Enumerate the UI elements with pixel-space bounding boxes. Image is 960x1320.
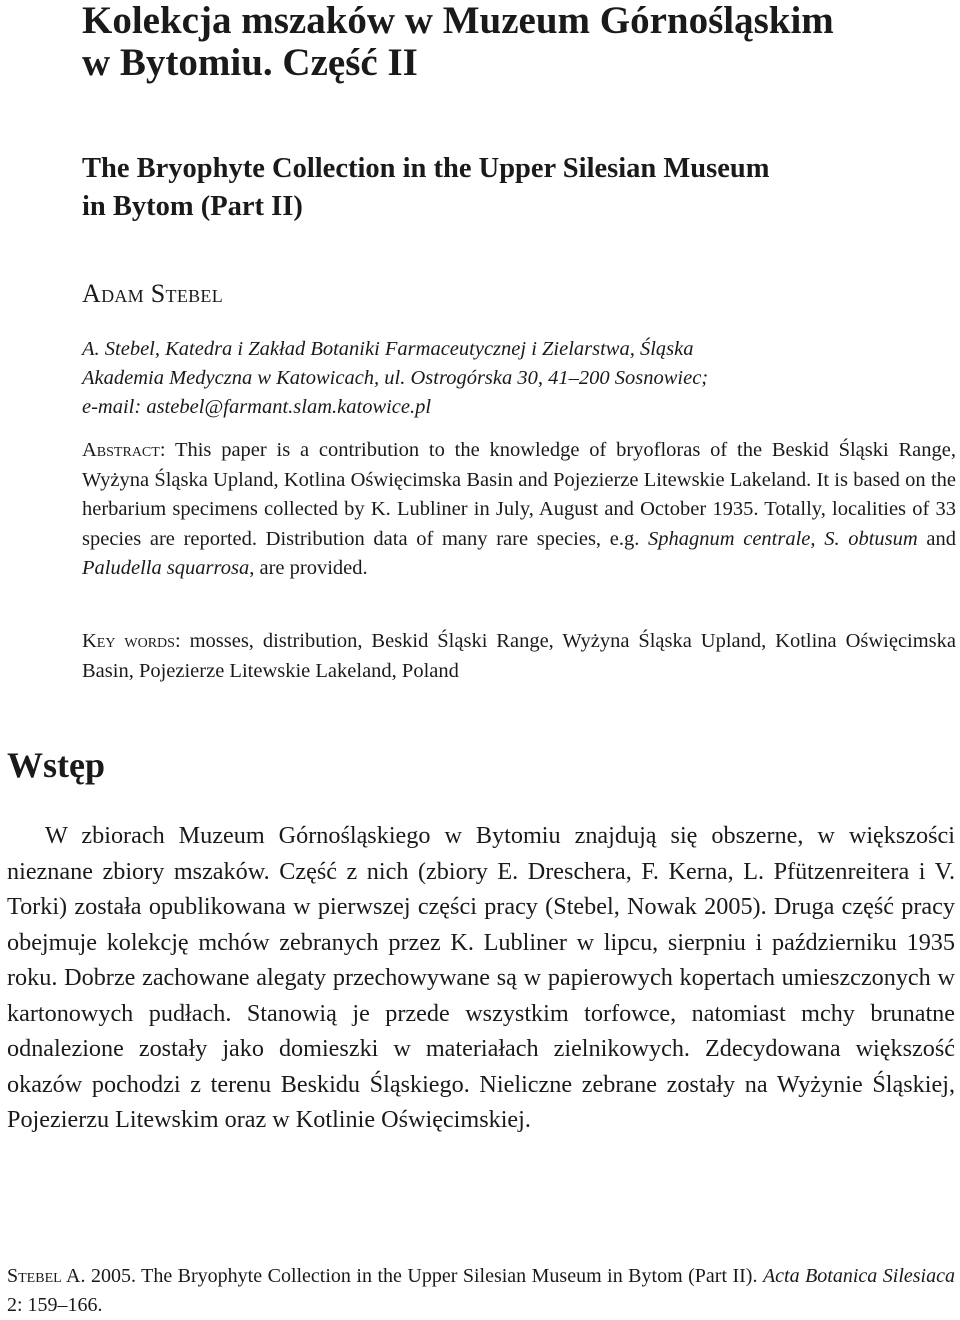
affiliation-email: e-mail: astebel@farmant.slam.katowice.pl: [82, 396, 432, 418]
citation-journal: Acta Botanica Silesiaca: [762, 1265, 955, 1287]
citation-author: Stebel: [7, 1265, 62, 1287]
author-affiliation: [82, 335, 952, 422]
title-english: [82, 150, 952, 226]
keywords-colon: :: [174, 630, 190, 652]
title-polish-line2: w Bytomiu. Część II: [82, 41, 418, 84]
abstract-colon: :: [159, 439, 175, 461]
affiliation-line1: A. Stebel, Katedra i Zakład Botaniki Farmaceutycznej i Zielarstwa, Śląska: [82, 338, 694, 360]
title-english-line1: The Bryophyte Collection in the Upper Silesian Museum: [82, 153, 770, 184]
title-polish: [82, 0, 942, 84]
abstract-text-part3: , are provided.: [249, 557, 368, 579]
affiliation-line2: Akademia Medyczna w Katowicach, ul. Ostrogórska 30, 41–200 Sosnowiec;: [82, 367, 709, 389]
abstract-species-sphagnum: Sphagnum centrale, S. obtusum: [648, 527, 918, 550]
abstract-label: Abstract: [82, 439, 160, 461]
citation: [7, 1262, 955, 1320]
introduction-paragraph: W zbiorach Muzeum Górnośląskiego w Bytomiu znajdują się obszerne, w większości nieznane zbiory mszaków. Część z nich (zbiory E. Dreschera, F. Kerna, L. Pfützenreitera i V. Torki) została opublikowana w pierwszej części pracy (Stebel, Nowak 2005). Druga część pracy obejmuje kolekcję mchów zebranych przez K. Lubliner w lipcu, sierpniu i październiku 1935 roku. Dobrze zachowane alegaty przechowywane są w papierowych kopertach umieszczonych w kartonowych pudłach. Stanowią je przede wszystkim torfowce, natomiast mchy brunatne odnalezione zostały jako domieszki w materiałach zielnikowych. Zdecydowana większość okazów pochodzi z terenu Beskidu Śląskiego. Nieliczne zebrane zostały na Wyżynie Śląskiej, Pojezierzu Litewskim oraz w Kotlinie Oświęcimskiej.: [7, 822, 955, 1133]
abstract: [82, 436, 956, 584]
keywords: [82, 626, 956, 686]
abstract-text-part1: This paper is a contribution to the knowledge of bryofloras of the Beskid Śląski Range, Wyżyna Śląska Upland, Kotlina Oświęcimska Basin and Pojezierze Litewskie Lakeland. It is based on the herbarium specimens collected by K. Lubliner in July, August and October 1935. Totally, localities of 33 species are reported. Distribution data of many rare species, e.g.: [82, 439, 956, 550]
keywords-label: Key words: [82, 630, 175, 652]
author-name: Adam Stebel: [82, 279, 224, 308]
section-heading-introduction: Wstęp: [7, 745, 105, 785]
keywords-text: mosses, distribution, Beskid Śląski Range, Wyżyna Śląska Upland, Kotlina Oświęcimska Basin, Pojezierze Litewskie Lakeland, Poland: [82, 630, 957, 682]
title-english-line2: in Bytom (Part II): [82, 191, 303, 222]
abstract-species-paludella: Paludella squarrosa: [82, 557, 250, 579]
citation-text-part2: 2: 159–166.: [7, 1294, 103, 1316]
title-polish-line1: Kolekcja mszaków w Muzeum Górnośląskim: [82, 0, 834, 42]
abstract-text-part2: and: [917, 527, 956, 550]
citation-text-part1: A. 2005. The Bryophyte Collection in the Upper Silesian Museum in Bytom (Part II).: [61, 1265, 763, 1287]
